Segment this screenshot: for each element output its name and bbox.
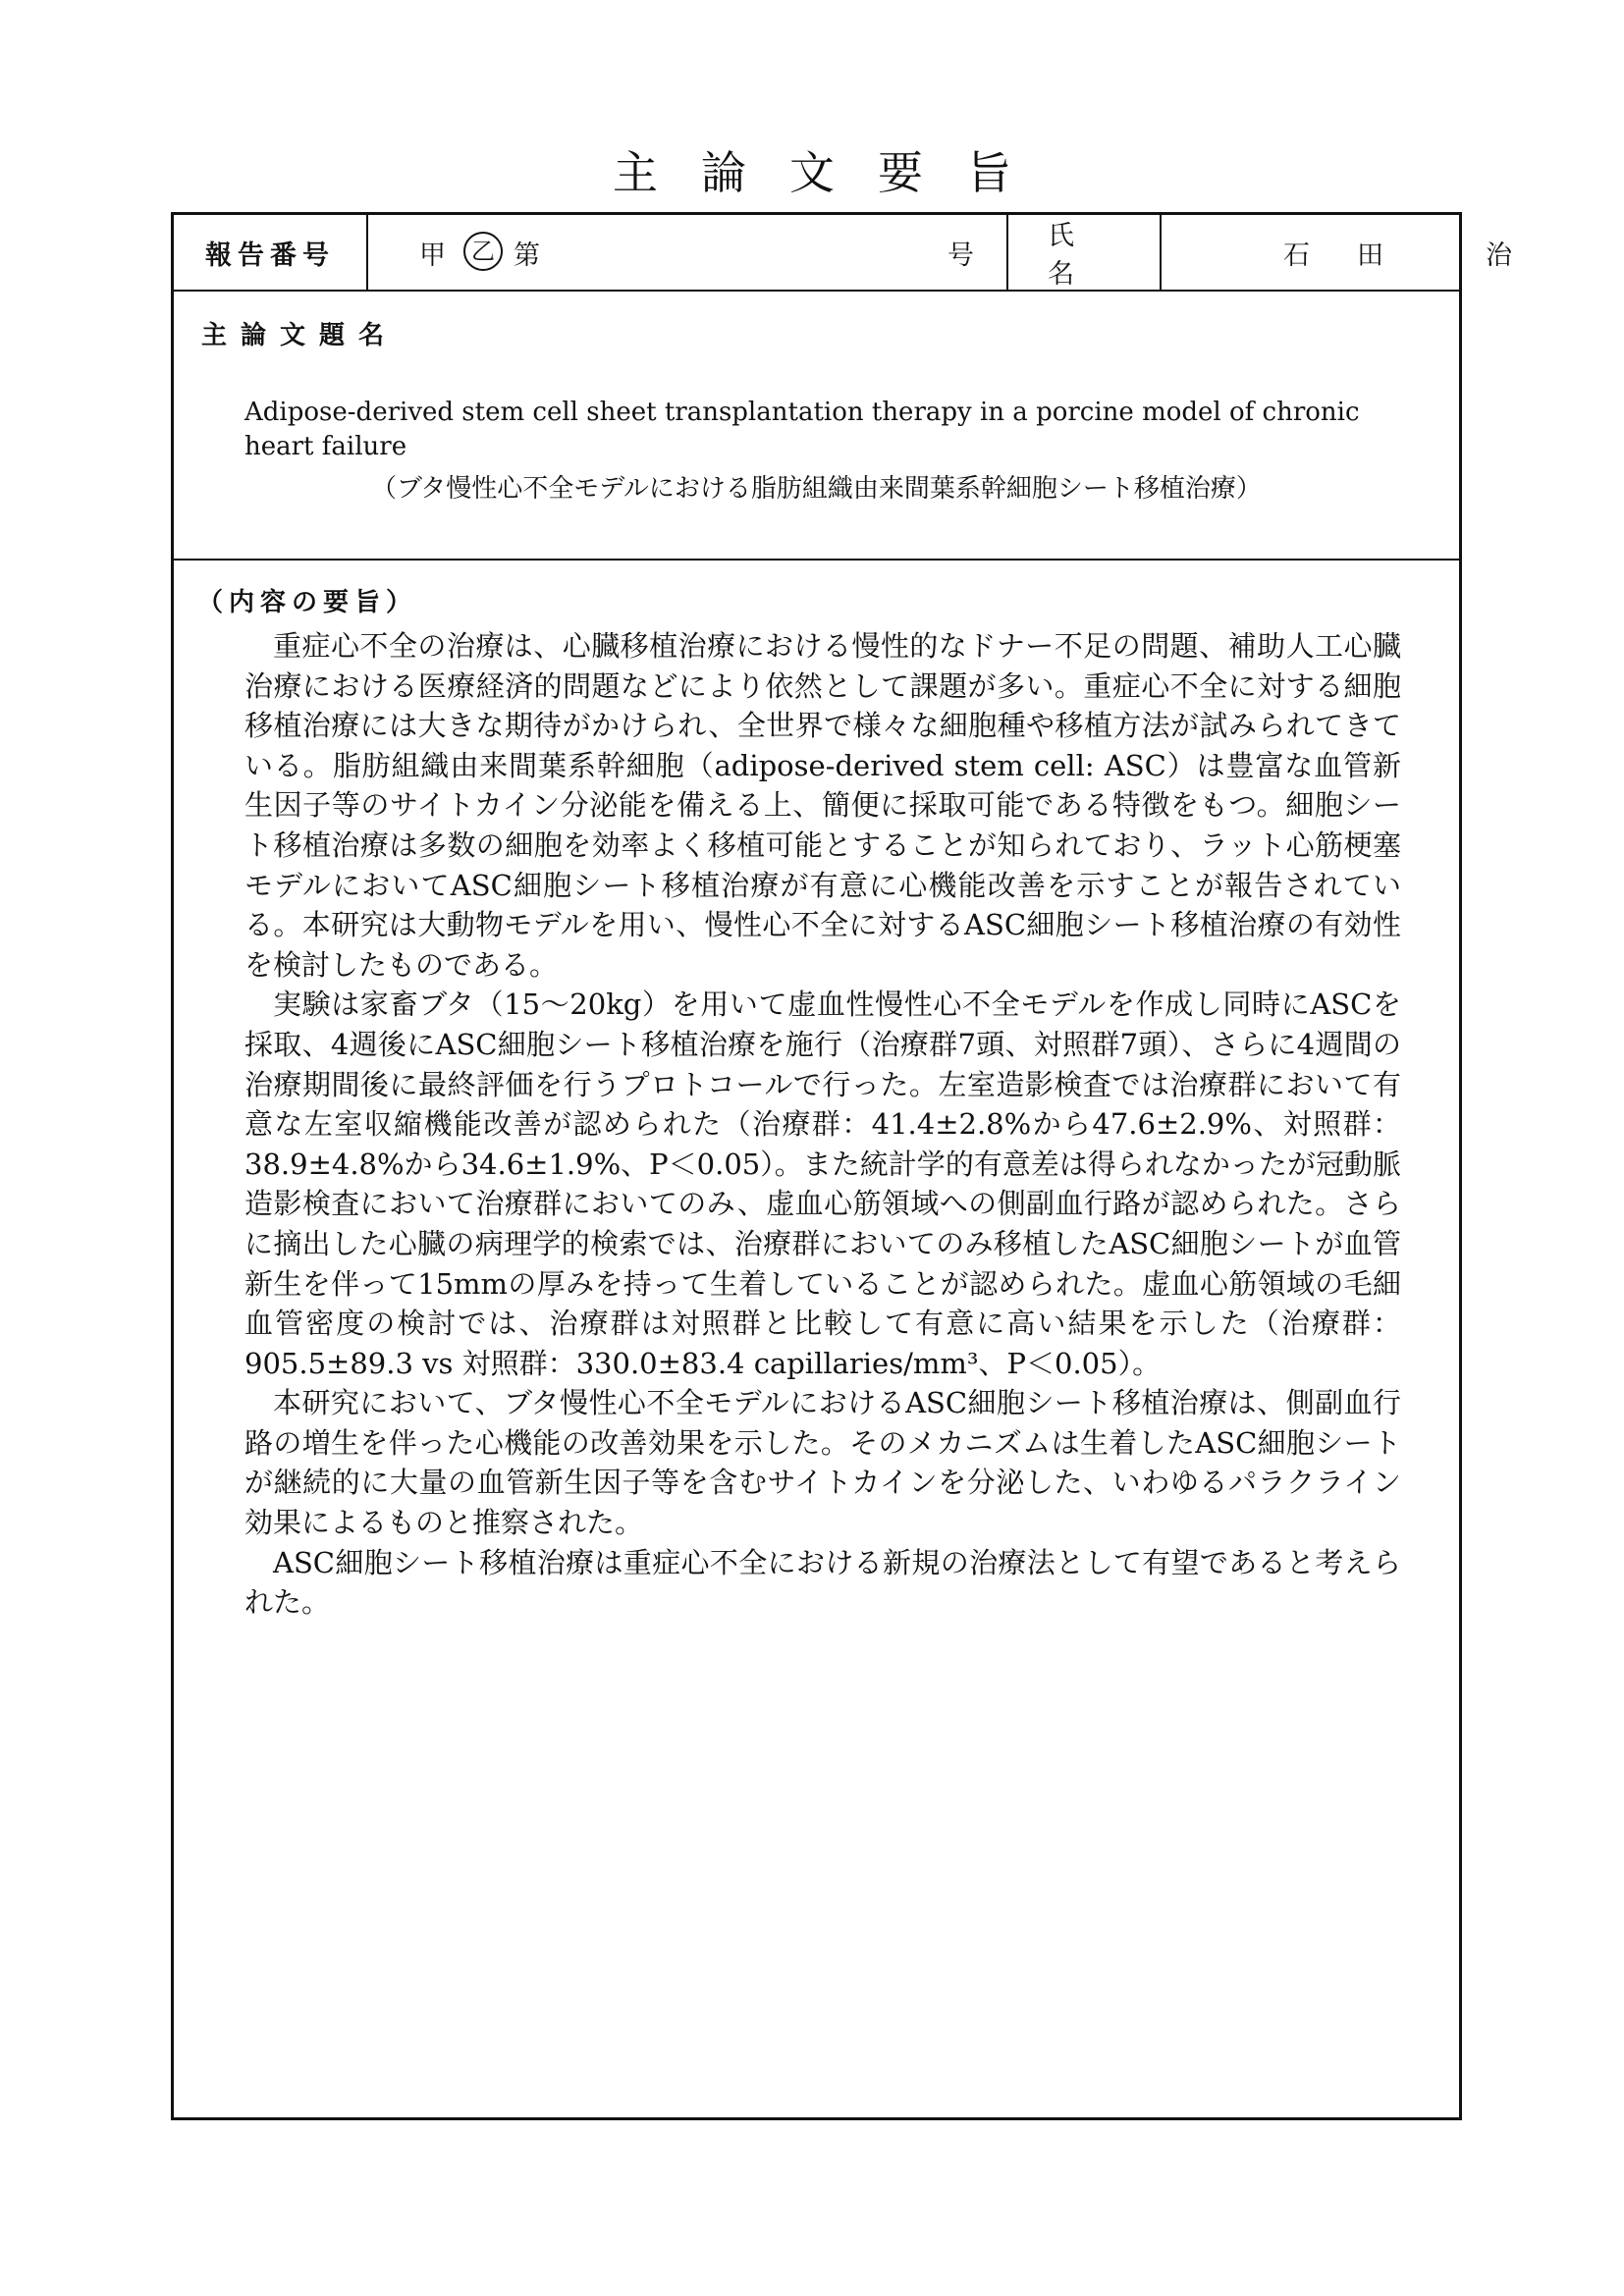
summary-paragraph: 本研究において、ブタ慢性心不全モデルにおけるASC細胞シート移植治療は、側副血行路の増生を伴った心機能の改善効果を示した。そのメカニズムは生着したASC細胞シートが継続的に大量の血管新生因子等を含むサイトカインを分泌した、いわゆるパラクライン効果によるものと推察された。: [244, 1386, 1401, 1540]
number-prefix: 甲: [419, 240, 446, 271]
thesis-title-section: [174, 292, 1459, 561]
summary-paragraph: 重症心不全の治療は、心臓移植治療における慢性的なドナー不足の問題、補助人工心臓治療における医療経済的問題などにより依然として課題が多い。重症心不全に対する細胞移植治療には大きな期待がかけられ、全世界で様々な細胞種や移植方法が試みられてきている。脂肪組織由来間葉系幹細胞（adipose-derived stem cell: ASC）は豊富な血管新生因子等のサイトカイン分泌能を備える上、簡便に採取可能である特徴をもつ。細胞シート移植治療は多数の細胞を効率よく移植可能とすることが知られており、ラット心筋梗塞モデルにおいてASC細胞シート移植治療が有意に心機能改善を示すことが報告されている。本研究は大動物モデルを用い、慢性心不全に対するASC細胞シート移植治療の有効性を検討したものである。: [244, 629, 1401, 982]
author-surname: 石田: [1283, 240, 1431, 271]
circled-otsu: 乙: [463, 232, 503, 271]
author-given-name: 治: [1486, 240, 1512, 271]
abstract-form: [171, 212, 1512, 2120]
summary-paragraph: ASC細胞シート移植治療は重症心不全における新規の治療法として有望であると考えられた。: [244, 1545, 1401, 1620]
number-dai: 第: [514, 240, 540, 271]
page-title: 主論文要旨: [613, 146, 1055, 199]
summary-body: [244, 626, 1401, 1623]
thesis-title-japanese: （ブタ慢性心不全モデルにおける脂肪組織由来間葉系幹細胞シート移植治療）: [371, 474, 1262, 504]
thesis-title-english: Adipose-derived stem cell sheet transplantation therapy in a porcine model of chronic heart failure: [244, 398, 1360, 461]
summary-label: （内容の要旨）: [197, 588, 418, 617]
header-row: [174, 215, 1512, 292]
report-number-label: 報告番号: [205, 240, 335, 271]
thesis-title-label: 主論文題名: [201, 321, 399, 350]
number-suffix: 号: [947, 240, 974, 271]
summary-paragraph: 実験は家畜ブタ（15～20kg）を用いて虚血性慢性心不全モデルを作成し同時にASCを採取、4週後にASC細胞シート移植治療を施行（治療群7頭、対照群7頭）、さらに4週間の治療期間後に最終評価を行うプロトコールで行った。左室造影検査では治療群において有意な左室収縮機能改善が認められた（治療群：41.4±2.8%から47.6±2.9%、対照群：38.9±4.8%から34.6±1.9%、P＜0.05）。また統計学的有意差は得られなかったが冠動脈造影検査において治療群においてのみ、虚血心筋領域への側副血行路が認められた。さらに摘出した心臓の病理学的検索では、治療群においてのみ移植したASC細胞シートが血管新生を伴って15mmの厚みを持って生着していることが認められた。虚血心筋領域の毛細血管密度の検討では、治療群は対照群と比較して有意に高い結果を示した（治療群：905.5±89.3 vs 対照群：330.0±83.4 capillaries/mm³、P＜0.05）。: [244, 988, 1401, 1380]
report-number-field: [368, 215, 1006, 290]
author-name: [1162, 215, 1512, 290]
name-label: 氏名: [1048, 221, 1113, 290]
